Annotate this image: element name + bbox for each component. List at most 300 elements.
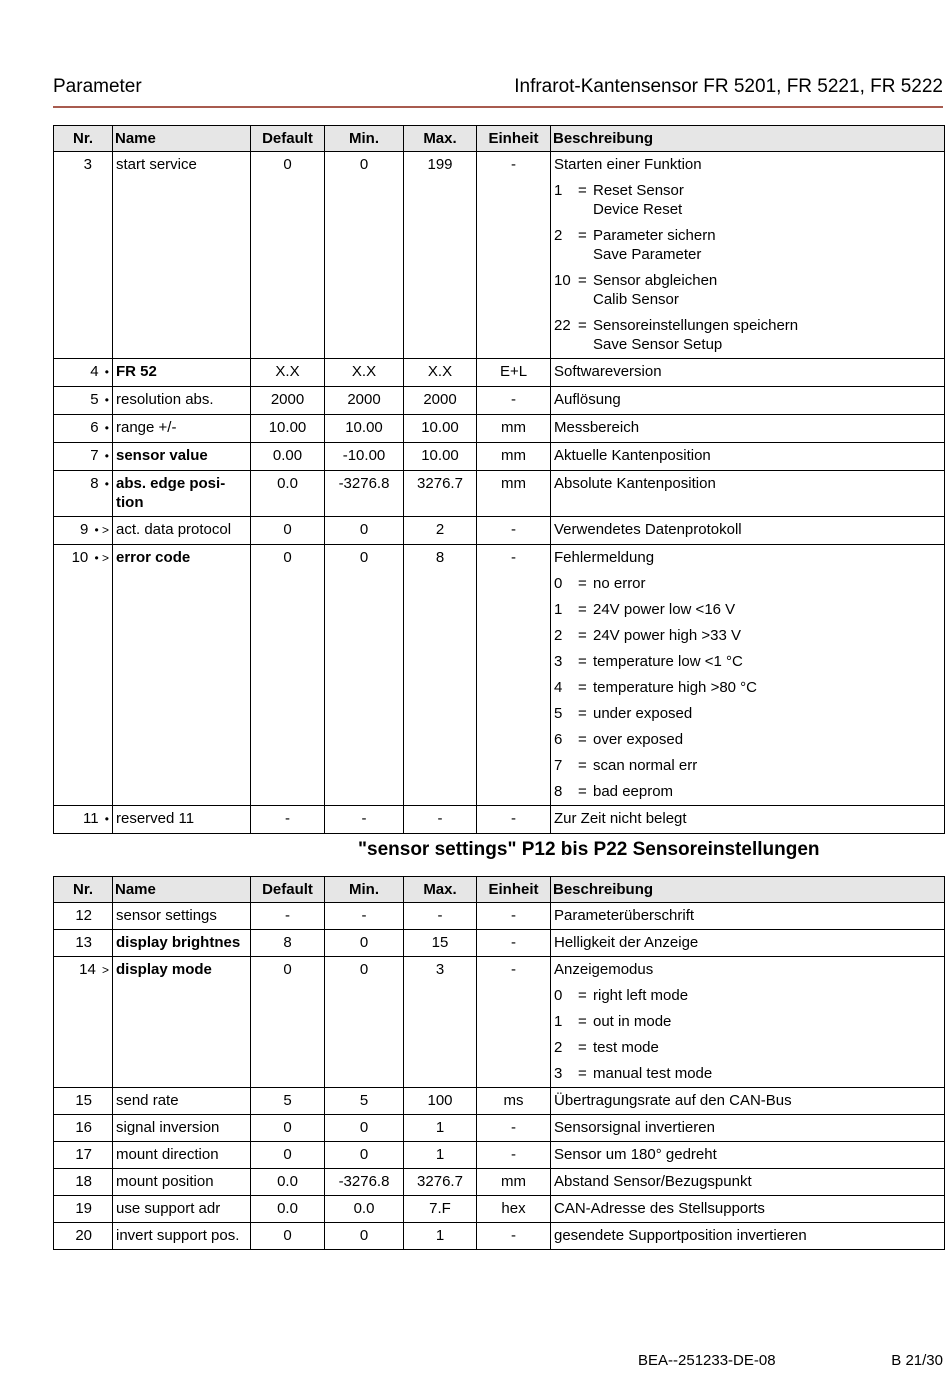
table-header-row <box>54 126 945 152</box>
option-equals: = <box>578 317 587 334</box>
param-number: 18 <box>75 1173 92 1190</box>
page-number: B 21/30 <box>891 1352 943 1369</box>
option-label: 24V power high >33 V <box>593 627 742 644</box>
col-header-nr: Nr. <box>54 126 113 152</box>
option-label: Sensor abgleichen <box>593 272 718 289</box>
param-min: 0 <box>325 152 404 359</box>
param-number: 12 <box>75 907 92 924</box>
option-equals: = <box>578 653 587 670</box>
table-row <box>54 152 945 359</box>
param-name: reserved 11 <box>113 806 251 834</box>
param-description-cell <box>551 1169 945 1196</box>
option-value: 2 <box>554 1039 563 1056</box>
option-label-en: Save Sensor Setup <box>593 336 723 353</box>
param-max: 1 <box>404 1142 477 1169</box>
param-unit: - <box>477 1223 551 1250</box>
param-name: abs. edge posi-tion <box>113 471 251 517</box>
option-item <box>554 226 941 264</box>
option-item <box>554 316 941 354</box>
param-number: 14 <box>79 961 96 978</box>
param-number-cell <box>54 387 113 415</box>
param-max: 2 <box>404 517 477 545</box>
param-unit: - <box>477 930 551 957</box>
param-name: mount direction <box>113 1142 251 1169</box>
option-equals: = <box>578 987 587 1004</box>
param-max: - <box>404 806 477 834</box>
option-equals: = <box>578 1039 587 1056</box>
option-text <box>593 1012 941 1031</box>
col-header-default: Default <box>251 877 325 903</box>
param-description-cell <box>551 1088 945 1115</box>
option-item <box>554 1064 941 1083</box>
option-value: 1 <box>554 182 563 199</box>
param-flag-icon: • <box>104 812 109 826</box>
option-label: temperature high >80 °C <box>593 679 758 696</box>
param-unit: mm <box>477 415 551 443</box>
option-value: 5 <box>554 705 563 722</box>
param-description: Zur Zeit nicht belegt <box>554 810 687 827</box>
option-text <box>593 756 941 775</box>
option-item <box>554 756 941 775</box>
param-description: Verwendetes Datenprotokoll <box>554 521 742 538</box>
param-number-cell <box>54 517 113 545</box>
option-label-en: Calib Sensor <box>593 291 679 308</box>
param-unit: ms <box>477 1088 551 1115</box>
option-text <box>593 652 941 671</box>
param-number: 16 <box>75 1119 92 1136</box>
param-number: 13 <box>75 934 92 951</box>
option-item <box>554 652 941 671</box>
option-label: scan normal err <box>593 757 698 774</box>
page-header <box>53 74 943 100</box>
param-max: 1 <box>404 1115 477 1142</box>
param-name: act. data protocol <box>113 517 251 545</box>
param-name: mount position <box>113 1169 251 1196</box>
option-value: 0 <box>554 987 563 1004</box>
param-description-cell <box>551 387 945 415</box>
param-description: Starten einer Funktion <box>554 156 702 173</box>
option-label: no error <box>593 575 646 592</box>
table-row <box>54 903 945 930</box>
param-min: 5 <box>325 1088 404 1115</box>
table-row <box>54 957 945 1088</box>
option-value: 2 <box>554 227 563 244</box>
option-value: 2 <box>554 627 563 644</box>
param-number: 7 <box>90 447 99 464</box>
col-header-min: Min. <box>325 877 404 903</box>
param-number-cell <box>54 806 113 834</box>
option-equals: = <box>578 1065 587 1082</box>
param-description: Aktuelle Kantenposition <box>554 447 711 464</box>
param-flag-icon: • <box>104 365 109 379</box>
param-number-cell <box>54 957 113 1088</box>
param-default: 0.0 <box>251 1196 325 1223</box>
param-description-cell <box>551 443 945 471</box>
param-number-cell <box>54 1223 113 1250</box>
param-number-cell <box>54 471 113 517</box>
param-description-cell <box>551 359 945 387</box>
header-section-title: Parameter <box>53 76 142 97</box>
param-description: gesendete Supportposition invertieren <box>554 1227 807 1244</box>
option-item <box>554 730 941 749</box>
option-text <box>593 730 941 749</box>
table-row <box>54 1169 945 1196</box>
param-number: 4 <box>90 363 99 380</box>
param-unit: mm <box>477 1169 551 1196</box>
param-max: 10.00 <box>404 443 477 471</box>
col-header-name: Name <box>113 126 251 152</box>
option-label-en: Device Reset <box>593 201 683 218</box>
param-unit: - <box>477 957 551 1088</box>
option-value: 10 <box>554 272 571 289</box>
param-min: - <box>325 806 404 834</box>
param-description: Parameterüberschrift <box>554 907 695 924</box>
option-item <box>554 704 941 723</box>
param-description-cell <box>551 415 945 443</box>
param-min: 0 <box>325 1115 404 1142</box>
param-max: 199 <box>404 152 477 359</box>
param-number: 17 <box>75 1146 92 1163</box>
param-max: 10.00 <box>404 415 477 443</box>
option-text <box>593 574 941 593</box>
option-equals: = <box>578 757 587 774</box>
param-name: invert support pos. <box>113 1223 251 1250</box>
option-item <box>554 181 941 219</box>
option-item <box>554 782 941 801</box>
param-default: 0 <box>251 1115 325 1142</box>
param-default: 0.0 <box>251 1169 325 1196</box>
param-max: 1 <box>404 1223 477 1250</box>
param-min: 0 <box>325 1142 404 1169</box>
param-description-cell <box>551 1223 945 1250</box>
option-label: bad eeprom <box>593 783 674 800</box>
option-value: 1 <box>554 1013 563 1030</box>
param-min: 0 <box>325 930 404 957</box>
param-number-cell <box>54 930 113 957</box>
table-row <box>54 1115 945 1142</box>
param-number: 9 <box>79 521 89 538</box>
param-description: Helligkeit der Anzeige <box>554 934 699 951</box>
option-item <box>554 986 941 1005</box>
param-number-cell <box>54 1088 113 1115</box>
param-max: 3276.7 <box>404 1169 477 1196</box>
param-description-cell <box>551 1142 945 1169</box>
option-item <box>554 271 941 309</box>
option-text <box>593 181 941 219</box>
col-header-max: Max. <box>404 126 477 152</box>
option-equals: = <box>578 227 587 244</box>
param-description-cell <box>551 1115 945 1142</box>
param-default: 0 <box>251 517 325 545</box>
param-max: 3 <box>404 957 477 1088</box>
param-name: signal inversion <box>113 1115 251 1142</box>
option-equals: = <box>578 1013 587 1030</box>
option-label: Sensoreinstellungen speichern <box>593 317 799 334</box>
param-default: 8 <box>251 930 325 957</box>
param-min: -3276.8 <box>325 471 404 517</box>
param-flag-icon: • <box>104 393 109 407</box>
param-number-cell <box>54 545 113 806</box>
option-value: 0 <box>554 575 563 592</box>
param-min: -10.00 <box>325 443 404 471</box>
param-unit: - <box>477 903 551 930</box>
param-flag-icon: • <box>104 421 109 435</box>
param-number-cell <box>54 903 113 930</box>
param-unit: - <box>477 545 551 806</box>
table-row <box>54 1088 945 1115</box>
param-description-cell <box>551 152 945 359</box>
option-text <box>593 986 941 1005</box>
param-min: 0 <box>325 1223 404 1250</box>
option-item <box>554 574 941 593</box>
section-title: "sensor settings" P12 bis P22 Sensoreinstellungen <box>358 839 820 860</box>
header-rule <box>53 106 943 108</box>
param-min: - <box>325 903 404 930</box>
param-max: 100 <box>404 1088 477 1115</box>
param-max: 8 <box>404 545 477 806</box>
option-label: temperature low <1 °C <box>593 653 743 670</box>
option-label: test mode <box>593 1039 659 1056</box>
param-number-cell <box>54 359 113 387</box>
param-unit: mm <box>477 443 551 471</box>
option-text <box>593 1064 941 1083</box>
table-row <box>54 517 945 545</box>
param-min: 10.00 <box>325 415 404 443</box>
param-number: 5 <box>90 391 99 408</box>
param-unit: - <box>477 1115 551 1142</box>
param-number-cell <box>54 1115 113 1142</box>
option-value: 8 <box>554 783 563 800</box>
param-name: error code <box>113 545 251 806</box>
param-default: 0.0 <box>251 471 325 517</box>
option-text <box>593 316 941 354</box>
col-header-unit: Einheit <box>477 126 551 152</box>
param-default: 0 <box>251 152 325 359</box>
param-default: 2000 <box>251 387 325 415</box>
param-number: 10 <box>71 549 89 566</box>
col-header-unit: Einheit <box>477 877 551 903</box>
param-unit: mm <box>477 471 551 517</box>
param-unit: - <box>477 387 551 415</box>
table-header-row <box>54 877 945 903</box>
param-default: 0.00 <box>251 443 325 471</box>
param-unit: - <box>477 806 551 834</box>
param-max: 15 <box>404 930 477 957</box>
param-unit: E+L <box>477 359 551 387</box>
param-default: 0 <box>251 957 325 1088</box>
param-min: 0 <box>325 545 404 806</box>
param-default: 0 <box>251 1142 325 1169</box>
document-number: BEA--251233-DE-08 <box>638 1352 776 1369</box>
param-description: Absolute Kantenposition <box>554 475 716 492</box>
param-number: 15 <box>75 1092 92 1109</box>
table-row <box>54 545 945 806</box>
table-row <box>54 471 945 517</box>
param-flag-icon: • <box>104 449 109 463</box>
param-description-cell <box>551 471 945 517</box>
param-description: Auflösung <box>554 391 621 408</box>
option-text <box>593 678 941 697</box>
param-description-cell <box>551 545 945 806</box>
param-number-cell <box>54 1196 113 1223</box>
param-max: X.X <box>404 359 477 387</box>
param-flag-icon: • > <box>94 523 109 537</box>
param-min: X.X <box>325 359 404 387</box>
table-row <box>54 387 945 415</box>
option-item <box>554 600 941 619</box>
option-label-en: Save Parameter <box>593 246 702 263</box>
param-flag-icon: > <box>101 963 109 977</box>
param-number-cell <box>54 415 113 443</box>
param-min: 2000 <box>325 387 404 415</box>
option-equals: = <box>578 705 587 722</box>
option-item <box>554 678 941 697</box>
param-number: 8 <box>90 475 99 492</box>
param-number: 6 <box>90 419 99 436</box>
param-description: CAN-Adresse des Stellsupports <box>554 1200 765 1217</box>
param-default: 0 <box>251 1223 325 1250</box>
option-label: manual test mode <box>593 1065 713 1082</box>
param-name: sensor settings <box>113 903 251 930</box>
param-description: Abstand Sensor/Bezugspunkt <box>554 1173 752 1190</box>
col-header-default: Default <box>251 126 325 152</box>
option-text <box>593 626 941 645</box>
param-number-cell <box>54 152 113 359</box>
param-number-cell <box>54 1142 113 1169</box>
param-default: - <box>251 806 325 834</box>
param-number: 11 <box>83 810 99 827</box>
option-label: Reset Sensor <box>593 182 684 199</box>
param-description: Anzeigemodus <box>554 961 654 978</box>
param-number: 19 <box>75 1200 92 1217</box>
option-equals: = <box>578 272 587 289</box>
option-value: 4 <box>554 679 563 696</box>
option-item <box>554 1012 941 1031</box>
param-description: Fehlermeldung <box>554 549 655 566</box>
option-label: out in mode <box>593 1013 672 1030</box>
param-default: X.X <box>251 359 325 387</box>
option-text <box>593 1038 941 1057</box>
col-header-min: Min. <box>325 126 404 152</box>
param-max: 2000 <box>404 387 477 415</box>
param-min: 0 <box>325 957 404 1088</box>
param-name: display brightnes <box>113 930 251 957</box>
param-description-cell <box>551 930 945 957</box>
param-unit: - <box>477 517 551 545</box>
param-name: display mode <box>113 957 251 1088</box>
col-header-max: Max. <box>404 877 477 903</box>
col-header-name: Name <box>113 877 251 903</box>
param-default: - <box>251 903 325 930</box>
table-row <box>54 415 945 443</box>
param-min: 0 <box>325 517 404 545</box>
param-description-cell <box>551 1196 945 1223</box>
param-name: sensor value <box>113 443 251 471</box>
option-equals: = <box>578 627 587 644</box>
param-number-cell <box>54 443 113 471</box>
param-name: send rate <box>113 1088 251 1115</box>
param-flag-icon: • <box>104 477 109 491</box>
option-label: 24V power low <16 V <box>593 601 736 618</box>
param-default: 10.00 <box>251 415 325 443</box>
option-value: 3 <box>554 653 563 670</box>
option-text <box>593 600 941 619</box>
param-number: 3 <box>83 156 92 173</box>
option-equals: = <box>578 601 587 618</box>
option-label: Parameter sichern <box>593 227 716 244</box>
option-label: under exposed <box>593 705 693 722</box>
table-row <box>54 930 945 957</box>
table-row <box>54 443 945 471</box>
param-description-cell <box>551 903 945 930</box>
option-text <box>593 782 941 801</box>
param-name: start service <box>113 152 251 359</box>
col-header-description: Beschreibung <box>551 126 945 152</box>
option-value: 1 <box>554 601 563 618</box>
param-name: resolution abs. <box>113 387 251 415</box>
param-max: 7.F <box>404 1196 477 1223</box>
option-equals: = <box>578 731 587 748</box>
option-equals: = <box>578 575 587 592</box>
param-description: Sensorsignal invertieren <box>554 1119 715 1136</box>
param-name: range +/- <box>113 415 251 443</box>
option-label: right left mode <box>593 987 689 1004</box>
param-number-cell <box>54 1169 113 1196</box>
parameter-table-2 <box>53 876 945 1250</box>
option-text <box>593 704 941 723</box>
param-min: 0.0 <box>325 1196 404 1223</box>
param-max: 3276.7 <box>404 471 477 517</box>
table-row <box>54 1142 945 1169</box>
option-value: 3 <box>554 1065 563 1082</box>
option-equals: = <box>578 679 587 696</box>
table-row <box>54 1196 945 1223</box>
param-min: -3276.8 <box>325 1169 404 1196</box>
option-value: 7 <box>554 757 563 774</box>
param-description-cell <box>551 806 945 834</box>
header-product-title: Infrarot-Kantensensor FR 5201, FR 5221, FR 5222 <box>514 76 943 97</box>
param-description: Übertragungsrate auf den CAN-Bus <box>554 1092 792 1109</box>
param-default: 0 <box>251 545 325 806</box>
param-flag-icon: • > <box>94 551 109 565</box>
option-item <box>554 626 941 645</box>
option-value: 6 <box>554 731 563 748</box>
option-text <box>593 271 941 309</box>
table-row <box>54 359 945 387</box>
param-max: - <box>404 903 477 930</box>
option-item <box>554 1038 941 1057</box>
col-header-nr: Nr. <box>54 877 113 903</box>
option-label: over exposed <box>593 731 684 748</box>
parameter-table-1 <box>53 125 945 834</box>
param-description: Softwareversion <box>554 363 662 380</box>
param-default: 5 <box>251 1088 325 1115</box>
param-unit: - <box>477 1142 551 1169</box>
option-value: 22 <box>554 317 571 334</box>
param-description-cell <box>551 517 945 545</box>
param-description-cell <box>551 957 945 1088</box>
param-description: Sensor um 180° gedreht <box>554 1146 717 1163</box>
param-unit: - <box>477 152 551 359</box>
table-row <box>54 1223 945 1250</box>
option-equals: = <box>578 182 587 199</box>
option-equals: = <box>578 783 587 800</box>
param-name: FR 52 <box>113 359 251 387</box>
param-number: 20 <box>75 1227 92 1244</box>
param-name: use support adr <box>113 1196 251 1223</box>
table-row <box>54 806 945 834</box>
option-text <box>593 226 941 264</box>
